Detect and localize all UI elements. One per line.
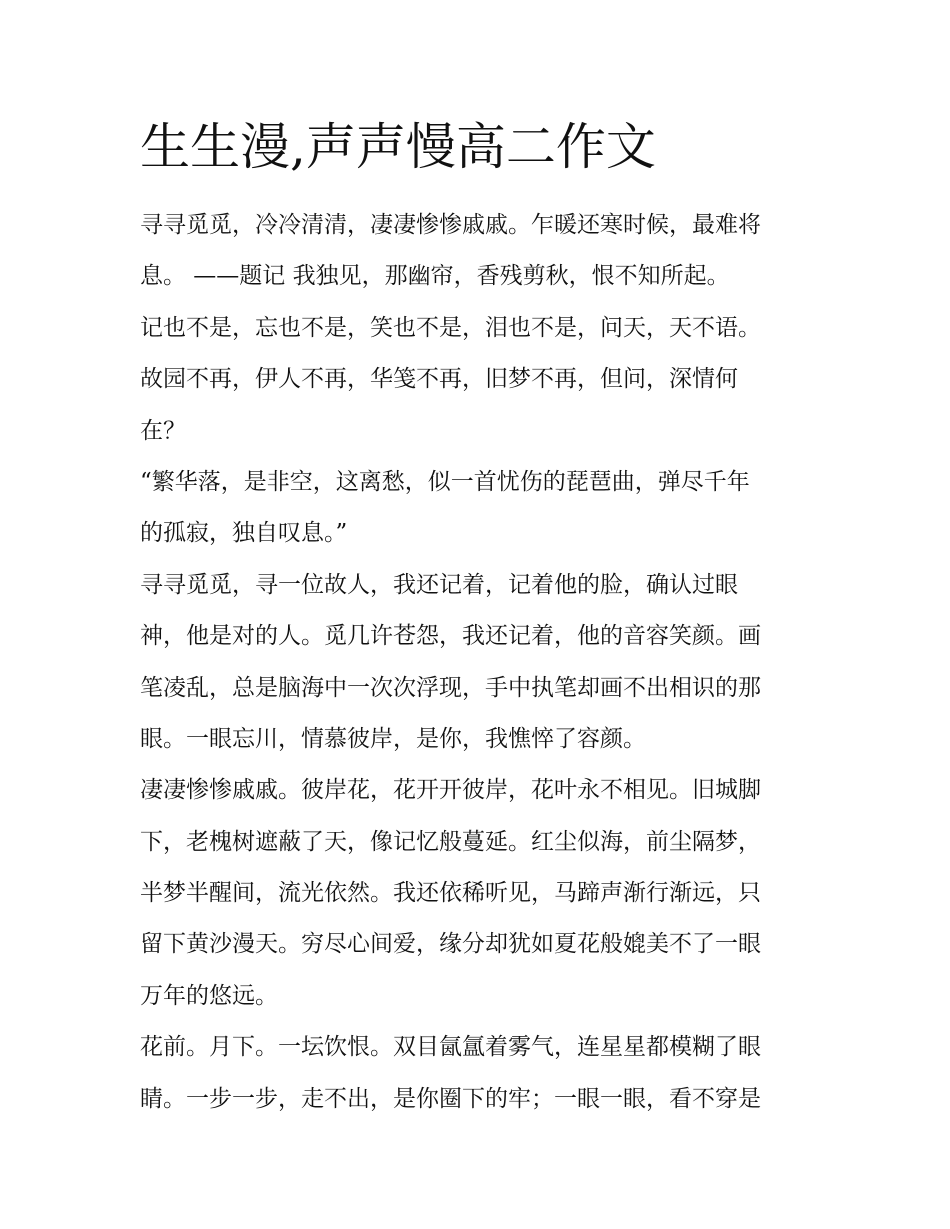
text-line: 花前。月下。一坛饮恨。双目氤氲着雾气，连星星都模糊了眼: [140, 1034, 761, 1061]
text-line: 笔凌乱，总是脑海中一次次浮现，手中执笔却画不出相识的那: [140, 674, 761, 701]
essay-body: [140, 200, 820, 1125]
text-line: 半梦半醒间，流光依然。我还依稀听见，马蹄声渐行渐远，只: [140, 880, 761, 907]
text-line: 留下黄沙漫天。穷尽心间爱，缘分却犹如夏花般媲美不了一眼: [140, 931, 761, 958]
text-line: 寻寻觅觅，寻一位故人，我还记着，记着他的脸，确认过眼: [140, 571, 738, 598]
text-line: “繁华落，是非空，这离愁，似一首忧伤的琵琶曲，弹尽千年: [140, 468, 750, 495]
text-line: 故园不再，伊人不再，华笺不再，旧梦不再，但问，深情何: [140, 366, 738, 393]
text-line: 记也不是，忘也不是，笑也不是，泪也不是，问天，天不语。: [140, 314, 761, 341]
text-line: 的孤寂，独自叹息。”: [140, 520, 348, 547]
text-line: 下，老槐树遮蔽了天，像记忆般蔓延。红尘似海，前尘隔梦，: [140, 828, 761, 855]
text-line: 眼。一眼忘川，情慕彼岸，是你，我憔悴了容颜。: [140, 725, 646, 752]
text-line: 睛。一步一步，走不出，是你圈下的牢；一眼一眼，看不穿是: [140, 1085, 761, 1112]
text-line: 神，他是对的人。觅几许苍怨，我还记着，他的音容笑颜。画: [140, 623, 761, 650]
text-line: 息。 ——题记 我独见，那幽帘，香残剪秋，恨不知所起。: [140, 263, 730, 290]
page-title: 生生漫,声声慢高二作文: [140, 118, 656, 176]
text-line: 在？: [140, 417, 186, 444]
text-line: 万年的悠远。: [140, 982, 278, 1009]
text-line: 寻寻觅觅，冷冷清清，凄凄惨惨戚戚。乍暖还寒时候，最难将: [140, 212, 761, 238]
text-line: 凄凄惨惨戚戚。彼岸花，花开开彼岸，花叶永不相见。旧城脚: [140, 777, 761, 804]
